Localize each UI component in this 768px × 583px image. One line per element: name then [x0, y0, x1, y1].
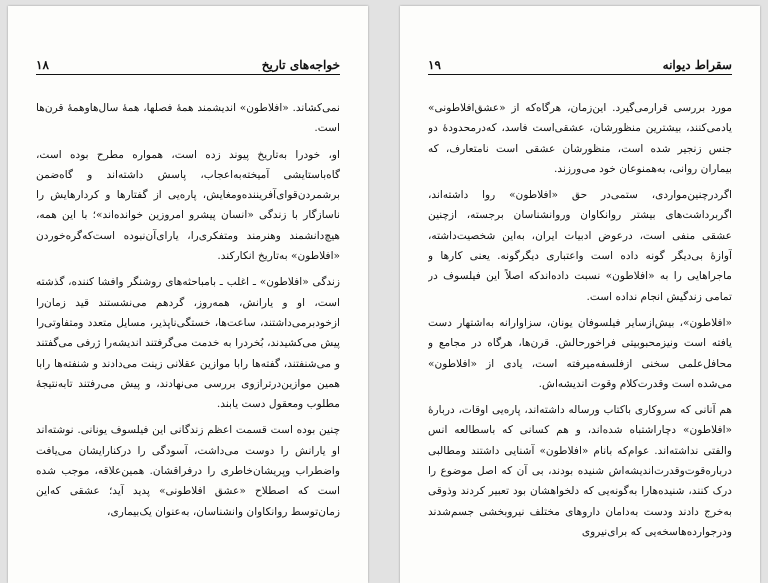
right-page-header: [428, 56, 732, 75]
right-page: [400, 6, 760, 583]
right-page-number: ۱۹: [428, 58, 441, 72]
right-paragraph: هم آنانی که سروکاری باکتاب ورساله داشته‌اند، پاره‌یی اوقات، دربارهٔ «افلاطون» دچاراشتباه شده‌اند، و هم کسانی که باسطالعه انس والفتی نداشته‌اند. عوام‌که بانام «افلاطون» آشنایی داشتند ومطالبی درباره‌قوت‌وقدرت‌اندیشه‌اش شنیده بودند، بی آن که اصل موضوع را درک کنند، شنیده‌هارا به‌گونه‌یی که دلخواهشان بود تعبیر کردند وذوقی به‌خرج دادند ودست به‌دامان داروهای مختلف نیروبخشی جسم‌شدند ودرجوارده‌هاسخه‌یی که برای‌نیروی: [428, 404, 732, 538]
left-paragraph: نمی‌کشاند. «افلاطون» اندیشمند همهٔ فصلها، همهٔ سال‌هاوهمهٔ قرن‌ها است.: [36, 102, 340, 135]
left-page-number: ۱۸: [36, 58, 49, 72]
right-paragraph: مورد بررسی قرارمی‌گیرد. این‌زمان، هرگاه‌که از «عشق‌افلاطونی» یادمی‌کنند، بیشترین منظورشان، عشقی‌است فاسد، که‌درمحدودهٔ دو جنس زنجیر شده است، منظورشان عشقی است نامتعارف، که بیماران روانی، به‌همنوعان خود می‌ورزند.: [428, 102, 732, 175]
left-paragraph: چنین بوده است قسمت اعظم زندگانی این فیلسوف یونانی. نوشته‌اند او یارانش را دوست می‌داشت، آسودگی را درکنارایشان می‌یافت واضطراب وپریشان‌خاطری را درفراقشان. همین‌علاقه، موجب شده است که اصطلاح «عشق افلاطونی» پدید آید؛ عشقی که‌این زمان‌توسط روانکاوان وانشناسان، به‌عنوان یک‌بیماری،: [36, 424, 340, 518]
right-page-body: [428, 98, 732, 575]
left-page-header: [36, 56, 340, 75]
right-paragraph: «افلاطون»، بیش‌ازسایر فیلسوفان یونان، سزاوارانه به‌اشتهار دست یافته است ونیزمحبوبیتی فراخورحالش. قرن‌ها، هرگاه در مجامع و محافل‌علمی سخنی ازفلسفه‌میرفته است، یادی از «افلاطون» می‌شده است وقدرت‌کلام وقوت اندیشه‌اش.: [428, 316, 732, 390]
left-page-header-title: خواجه‌های تاریخ: [261, 58, 340, 72]
left-paragraph: زندگی «افلاطون» ـ اغلب ـ بامباحثه‌های روشنگر وافشا کننده، گذشته است، او و یارانش، همه‌روز، گردهم می‌نشستند قید زمان‌را ازخودبرمی‌داشتند، ساعت‌ها، خستگی‌ناپذیر، مسایل متعدد ومتفاوتی‌را پیش می‌کشیدند، بُخردرا به خدمت می‌گرفتند اندیشه‌را ژرفی می‌گفتند و می‌شنفتند، گفته‌ها رابا موازین عقلانی زینت می‌دادند و شنفته‌ها رابا همین موازین‌در‌ترازوی بررسی می‌نهادند، و پیش می‌رفتند تابه‌نتیجهٔ مطلوب ومعقول دست یابند.: [36, 276, 340, 411]
left-page-body: [36, 98, 340, 575]
left-page: [8, 6, 368, 583]
right-paragraph: اگردرچنین‌مواردی، ستمی‌در حق «افلاطون» روا داشته‌اند، اگربرداشت‌های بیشتر روانکاوان وروانشناسان برجسته، ازچنین عشقی منفی است، درعوض ادبیات ایران، به‌این شخصیت‌داشته، آوازهٔ بی‌دیگر گونه داده است واعتباری دیگرگونه. یعنی کارها و ماجراهایی را به «افلاطون» نسبت داده‌اندکه اصلاً این فیلسوف در تمامی زندگیش انجام نداده است.: [428, 189, 732, 303]
left-paragraph: او، خودرا به‌تاریخ پیوند زده است، همواره مطرح بوده است، گاه‌باستایشی آمیخته‌به‌اعجاب، پاسش داشته‌اند و گاه‌ضمن برشمردن‌قوای‌آفریننده‌ومغایش، پاره‌یی از گفتارها و کردارهایش را ناسازگار با زندگی «انسان پیشرو امروزین خوانده‌اند»؛ با این همه، هیچ‌دانشمند وهنرمند ومتفکری‌را، یارای‌آن‌نبوده است‌که‌گره‌خوردن «افلاطون» به‌تاریخ انکارکند.: [36, 148, 340, 263]
right-page-header-title: سقراط دیوانه: [662, 58, 732, 72]
